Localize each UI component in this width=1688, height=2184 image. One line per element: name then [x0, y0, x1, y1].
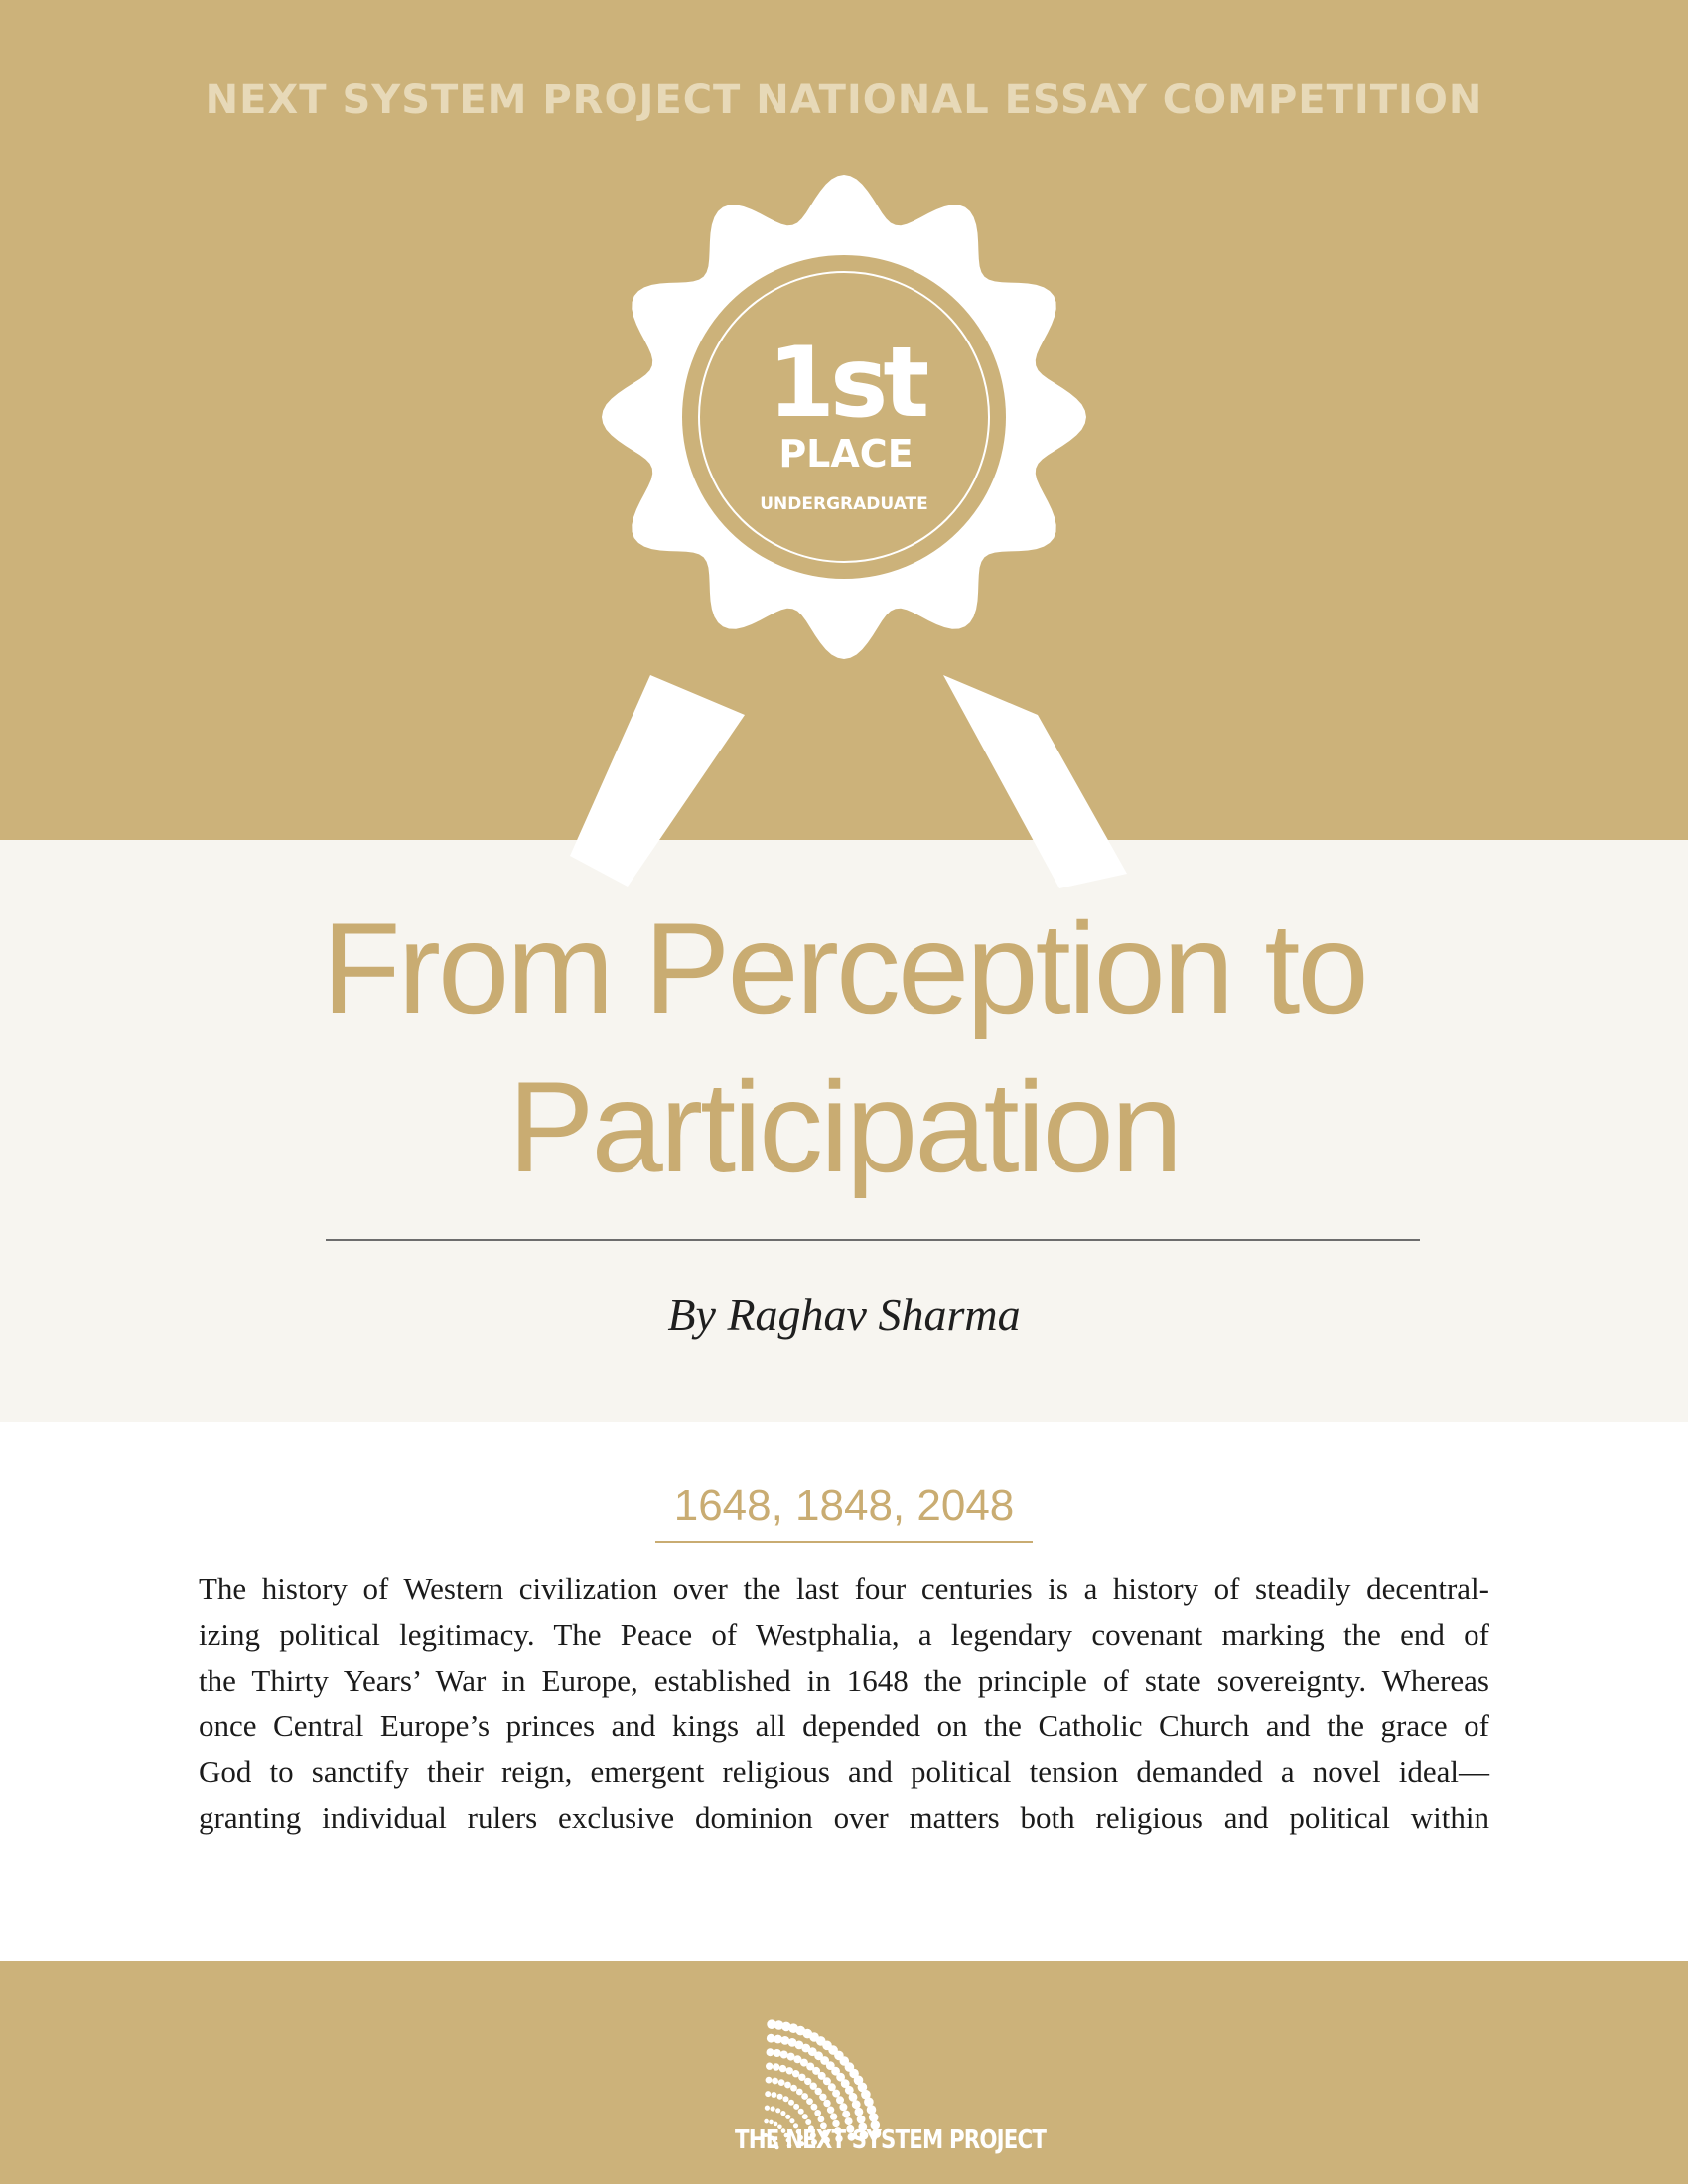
- essay-title: [0, 888, 1688, 1206]
- rank-text: 1st: [767, 327, 925, 440]
- logo-dot: [787, 2053, 795, 2061]
- logo-dot: [802, 2114, 808, 2119]
- logo-dot: [764, 2119, 769, 2124]
- logo-dot: [836, 2096, 844, 2104]
- body-line: once Central Europe’s princes and kings all depended on the Catholic Church and the grace of: [199, 1708, 1489, 1743]
- ribbon-left: [570, 675, 745, 887]
- logo-dot: [766, 2063, 773, 2070]
- logo-dot: [789, 2118, 794, 2123]
- logo-dot: [801, 2093, 808, 2100]
- title-line-2: Participation: [507, 1054, 1181, 1199]
- logo-dot: [815, 2088, 822, 2095]
- logo-dot: [785, 2115, 790, 2119]
- logo-dot: [783, 2096, 789, 2102]
- logo-dot: [771, 2092, 776, 2098]
- logo-dot: [827, 2107, 834, 2114]
- logo-dot: [773, 2063, 779, 2070]
- logo-dot: [779, 2065, 786, 2072]
- body-paragraph: [199, 1567, 1489, 1841]
- award-ribbon-icon: [0, 0, 1688, 993]
- place-text: PLACE: [778, 432, 914, 476]
- logo-dot: [845, 2117, 853, 2125]
- logo-dot: [823, 2100, 830, 2107]
- logo-dot: [771, 2106, 775, 2111]
- logo-dot: [842, 2111, 850, 2118]
- logo-dot: [792, 2070, 799, 2077]
- logo-dot: [784, 2082, 791, 2089]
- ribbon-right: [943, 675, 1127, 888]
- logo-dot: [793, 2104, 799, 2110]
- author-byline: By Raghav Sharma: [667, 1290, 1021, 1340]
- logo-wordmark: THE NEXT SYSTEM PROJECT: [735, 2125, 1047, 2155]
- logo-dot: [806, 2098, 813, 2105]
- logo-dot: [811, 2104, 818, 2111]
- body-line: The history of Western civilization over the last four centuries is a history of steadily decentral-: [199, 1571, 1489, 1606]
- section-heading: 1648, 1848, 2048: [655, 1481, 1033, 1543]
- logo-dot: [830, 2113, 837, 2119]
- logo-dot: [772, 2078, 778, 2085]
- logo-dot: [796, 2089, 803, 2096]
- logo-dot: [788, 2100, 794, 2106]
- logo-dot: [798, 2109, 804, 2115]
- logo-dot: [818, 2116, 825, 2123]
- logo-dot: [780, 2111, 785, 2116]
- logo-dot: [857, 2116, 866, 2124]
- logo-dot: [775, 2108, 780, 2113]
- body-line: God to sanctify their reign, emergent religious and political tension demanded a novel ideal—: [199, 1754, 1489, 1789]
- logo-dot: [778, 2079, 785, 2086]
- logo-dot: [790, 2085, 797, 2092]
- logo-dot: [769, 2120, 774, 2125]
- logo-dot: [814, 2110, 821, 2116]
- title-line-1: From Perception to: [322, 895, 1366, 1040]
- body-line: granting individual rulers exclusive dominion over matters both religious and political within: [199, 1800, 1489, 1835]
- logo-dot: [855, 2108, 864, 2116]
- logo-dot: [780, 2051, 788, 2059]
- logo-dot: [767, 2048, 774, 2056]
- logo-dot: [786, 2067, 793, 2074]
- logo-dot: [832, 2090, 840, 2098]
- logo-dot: [852, 2100, 861, 2109]
- title-divider: [326, 1239, 1420, 1241]
- logo-dot: [819, 2094, 826, 2101]
- logo-dot: [765, 2106, 770, 2111]
- logo-dot: [765, 2091, 771, 2097]
- body-line: izing political legitimacy. The Peace of Westphalia, a legendary covenant marking the end of: [199, 1617, 1489, 1652]
- category-text: UNDERGRADUATE: [760, 494, 928, 514]
- logo-dot: [766, 2077, 773, 2084]
- logo-dot: [777, 2094, 783, 2100]
- logo-dot: [839, 2103, 847, 2111]
- logo-dot: [869, 2113, 879, 2122]
- logo-dot: [774, 2049, 781, 2057]
- body-line: the Thirty Years’ War in Europe, established in 1648 the principle of state sovereignty. Whereas: [199, 1663, 1489, 1698]
- competition-kicker: NEXT SYSTEM PROJECT NATIONAL ESSAY COMPETITION: [205, 77, 1483, 123]
